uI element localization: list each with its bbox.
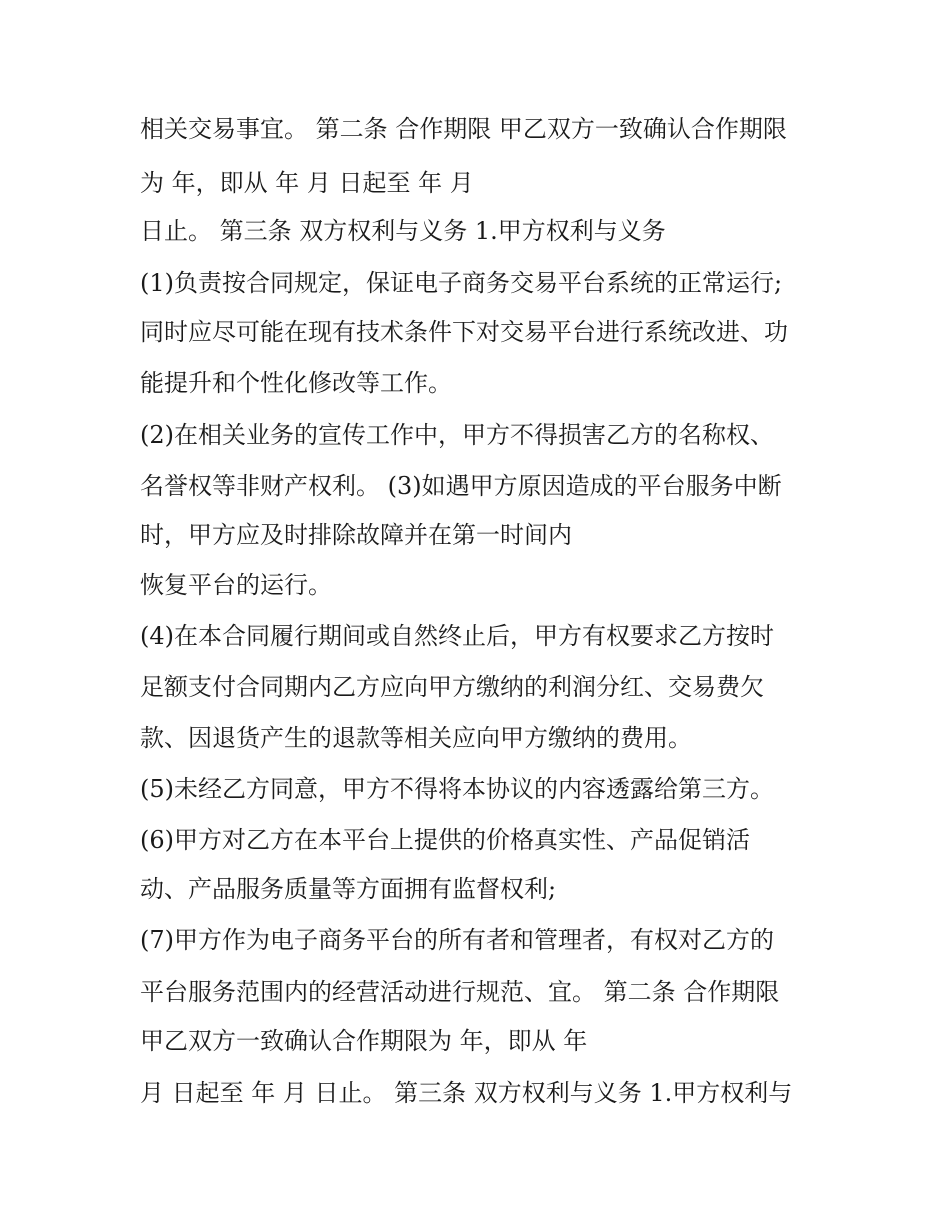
text-line: (1)负责按合同规定，保证电子商务交易平台系统的正常运行; [140, 269, 783, 297]
text-line: 恢复平台的运行。 [140, 571, 332, 599]
text-line: 能提升和个性化修改等工作。 [140, 369, 452, 397]
text-line: 甲乙双方一致确认合作期限为 年，即从 年 [140, 1027, 588, 1055]
text-line: 款、因退货产生的退款等相关应向甲方缴纳的费用。 [140, 724, 692, 752]
text-line: (4)在本合同履行期间或自然终止后，甲方有权要求乙方按时 [140, 622, 774, 650]
text-line: (6)甲方对乙方在本平台上提供的价格真实性、产品促销活 [140, 826, 750, 854]
text-line: 月 日起至 年 月 日止。 第三条 双方权利与义务 1.甲方权利与 [140, 1079, 793, 1107]
text-line: 动、产品服务质量等方面拥有监督权利; [140, 875, 557, 903]
text-line: 时，甲方应及时排除故障并在第一时间内 [140, 521, 572, 549]
text-line: 同时应尽可能在现有技术条件下对交易平台进行系统改进、功 [140, 318, 788, 346]
text-line: 日止。 第三条 双方权利与义务 1.甲方权利与义务 [140, 217, 666, 245]
text-line: 名誉权等非财产权利。 (3)如遇甲方原因造成的平台服务中断 [140, 472, 782, 500]
text-line: (5)未经乙方同意，甲方不得将本协议的内容透露给第三方。 [140, 775, 774, 803]
text-line: 为 年，即从 年 月 日起至 年 月 [140, 169, 474, 197]
text-line: (2)在相关业务的宣传工作中，甲方不得损害乙方的名称权、 [140, 421, 774, 449]
text-line: 平台服务范围内的经营活动进行规范、宜。 第二条 合作期限 [140, 978, 780, 1006]
text-line: 足额支付合同期内乙方应向甲方缴纳的利润分红、交易费欠 [140, 673, 764, 701]
text-line: (7)甲方作为电子商务平台的所有者和管理者，有权对乙方的 [140, 926, 774, 954]
text-line: 相关交易事宜。 第二条 合作期限 甲乙双方一致确认合作期限 [140, 115, 787, 143]
